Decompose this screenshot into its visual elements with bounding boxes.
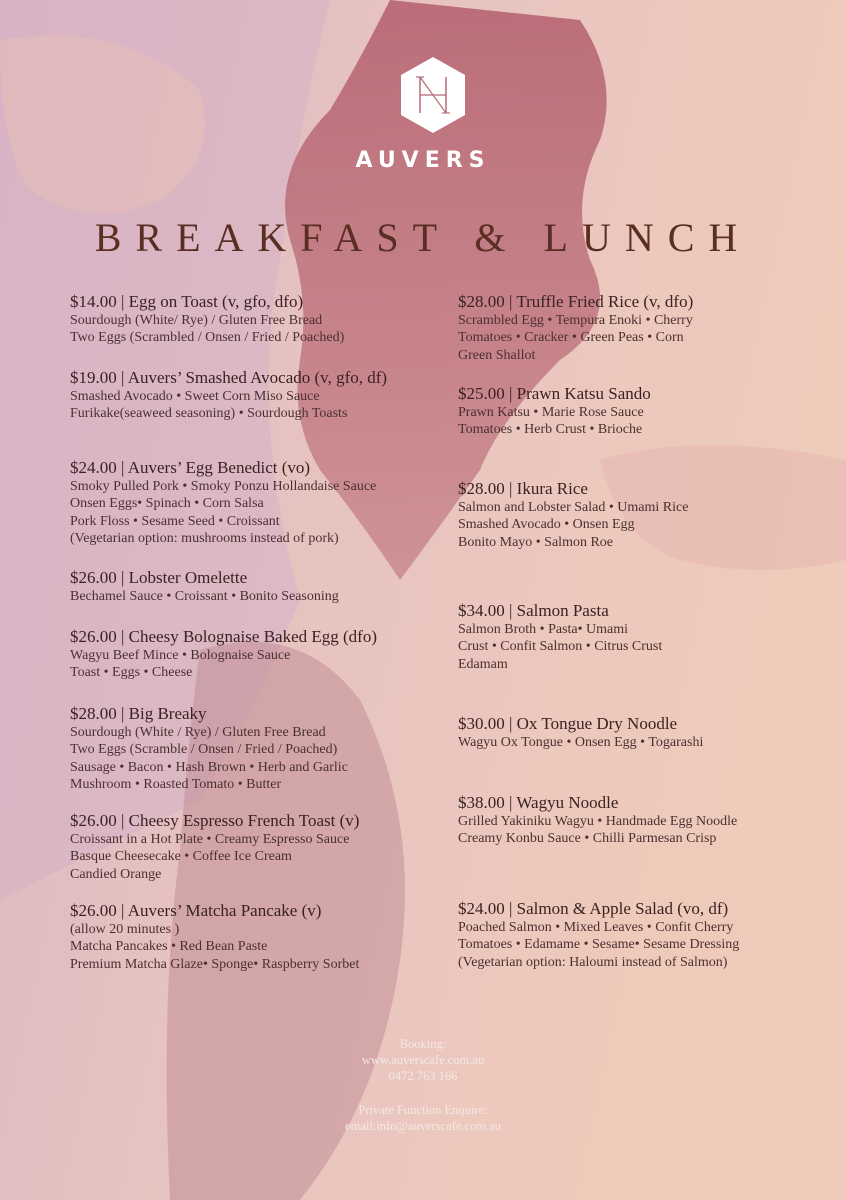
menu-item-heading: $26.00 | Cheesy Bolognaise Baked Egg (dfo) — [70, 627, 377, 646]
menu-item — [70, 458, 450, 548]
menu-item-heading: $34.00 | Salmon Pasta — [458, 601, 609, 620]
menu-item-heading: $26.00 | Lobster Omelette — [70, 568, 248, 587]
menu-item-detail: Bonito Mayo • Salmon Roe — [458, 534, 614, 550]
website-link[interactable]: www.auverscafe.com.au — [361, 1053, 485, 1067]
menu-item — [70, 901, 450, 973]
menu-item-heading: $19.00 | Auvers’ Smashed Avocado (v, gfo, df) — [70, 368, 388, 387]
menu-item-detail: Scrambled Egg • Tempura Enoki • Cherry — [458, 313, 693, 328]
menu-item-detail: Prawn Katsu • Marie Rose Sauce — [458, 405, 644, 420]
menu-item-detail: Two Eggs (Scramble / Onsen / Fried / Poached) — [70, 742, 338, 758]
menu-item-detail: Toast • Eggs • Cheese — [70, 665, 193, 681]
menu-item — [458, 793, 838, 848]
menu-item-detail: Wagyu Beef Mince • Bolognaise Sauce — [70, 648, 291, 663]
menu-item-detail: Mushroom • Roasted Tomato • Butter — [70, 777, 282, 793]
menu-item-detail: Tomatoes • Cracker • Green Peas • Corn — [458, 330, 684, 346]
menu-item-detail: Sourdough (White / Rye) / Gluten Free Bread — [70, 725, 326, 740]
menu-item-detail: Crust • Confit Salmon • Citrus Crust — [458, 639, 663, 655]
menu-item — [458, 899, 838, 971]
email-link[interactable]: email:info@auverscafe.com.au — [345, 1119, 501, 1133]
menu-item — [70, 811, 450, 883]
menu-item-detail: Tomatoes • Edamame • Sesame• Sesame Dressing — [458, 937, 740, 953]
menu-item-detail: Bechamel Sauce • Croissant • Bonito Seasoning — [70, 589, 339, 604]
menu-item-detail: Smashed Avocado • Onsen Egg — [458, 517, 635, 533]
menu-item-detail: (Vegetarian option: Haloumi instead of Salmon) — [458, 954, 728, 970]
menu-item-heading: $28.00 | Ikura Rice — [458, 479, 588, 498]
phone-number[interactable]: 0472 763 166 — [388, 1069, 458, 1083]
menu-item — [70, 704, 450, 794]
menu-item-heading: $24.00 | Salmon & Apple Salad (vo, df) — [458, 899, 729, 918]
menu-item-heading: $26.00 | Cheesy Espresso French Toast (v) — [70, 811, 360, 830]
menu-item — [70, 568, 450, 605]
menu-item-detail: (Vegetarian option: mushrooms instead of pork) — [70, 531, 339, 547]
menu-item — [70, 292, 450, 347]
menu-item-detail: Matcha Pancakes • Red Bean Paste — [70, 939, 268, 955]
menu-item-detail: Candied Orange — [70, 866, 162, 882]
menu-item-detail: Premium Matcha Glaze• Sponge• Raspberry Sorbet — [70, 956, 360, 972]
menu-item-detail: Creamy Konbu Sauce • Chilli Parmesan Crisp — [458, 831, 717, 847]
menu-item — [458, 384, 838, 439]
menu-item — [458, 601, 838, 673]
menu-item-detail: Salmon and Lobster Salad • Umami Rice — [458, 500, 689, 515]
menu-item — [458, 479, 838, 551]
menu-item-detail: (allow 20 minutes ) — [70, 922, 180, 937]
menu-item-detail: Grilled Yakiniku Wagyu • Handmade Egg Noodle — [458, 814, 738, 829]
menu-item-detail: Wagyu Ox Tongue • Onsen Egg • Togarashi — [458, 735, 704, 750]
menu-item-detail: Green Shallot — [458, 347, 536, 363]
menu-item-detail: Salmon Broth • Pasta• Umami — [458, 622, 629, 637]
menu-item-heading: $25.00 | Prawn Katsu Sando — [458, 384, 651, 403]
menu-item — [458, 292, 838, 364]
menu-item-heading: $30.00 | Ox Tongue Dry Noodle — [458, 714, 678, 733]
menu-title: BREAKFAST & LUNCH — [94, 215, 752, 260]
menu-item-heading: $38.00 | Wagyu Noodle — [458, 793, 619, 812]
menu-item-detail: Poached Salmon • Mixed Leaves • Confit Cherry — [458, 920, 734, 935]
menu-item-heading: $28.00 | Big Breaky — [70, 704, 207, 723]
brand-name: AUVERS — [355, 148, 491, 173]
menu-item-heading: $14.00 | Egg on Toast (v, gfo, dfo) — [70, 292, 304, 311]
menu-item-heading: $28.00 | Truffle Fried Rice (v, dfo) — [458, 292, 694, 311]
contact-footer — [0, 1036, 846, 1134]
menu-item-detail: Smoky Pulled Pork • Smoky Ponzu Hollandaise Sauce — [70, 479, 377, 494]
menu-item-detail: Onsen Eggs• Spinach • Corn Salsa — [70, 496, 264, 512]
menu-item — [70, 368, 450, 423]
menu-item-detail: Croissant in a Hot Plate • Creamy Espresso Sauce — [70, 832, 350, 847]
menu-item-detail: Pork Floss • Sesame Seed • Croissant — [70, 513, 280, 529]
booking-label: Booking: — [399, 1037, 447, 1051]
footer-spacer — [0, 1084, 846, 1102]
menu-item-detail: Basque Cheesecake • Coffee Ice Cream — [70, 849, 292, 865]
menu-item-detail: Furikake(seaweed seasoning) • Sourdough Toasts — [70, 406, 348, 422]
menu-item — [458, 714, 838, 751]
menu-item-heading: $26.00 | Auvers’ Matcha Pancake (v) — [70, 901, 322, 920]
menu-item-detail: Smashed Avocado • Sweet Corn Miso Sauce — [70, 389, 320, 404]
menu-item-detail: Sausage • Bacon • Hash Brown • Herb and Garlic — [70, 759, 348, 775]
menu-item-detail: Two Eggs (Scrambled / Onsen / Fried / Poached) — [70, 330, 345, 346]
menu-item-detail: Edamam — [458, 656, 508, 672]
menu-item-detail: Tomatoes • Herb Crust • Brioche — [458, 422, 643, 438]
hexagon-monogram-icon — [398, 55, 468, 135]
private-function-label: Private Function Enquire: — [358, 1103, 488, 1117]
menu-item-heading: $24.00 | Auvers’ Egg Benedict (vo) — [70, 458, 311, 477]
menu-item-detail: Sourdough (White/ Rye) / Gluten Free Bread — [70, 313, 323, 328]
menu-item — [70, 627, 450, 682]
